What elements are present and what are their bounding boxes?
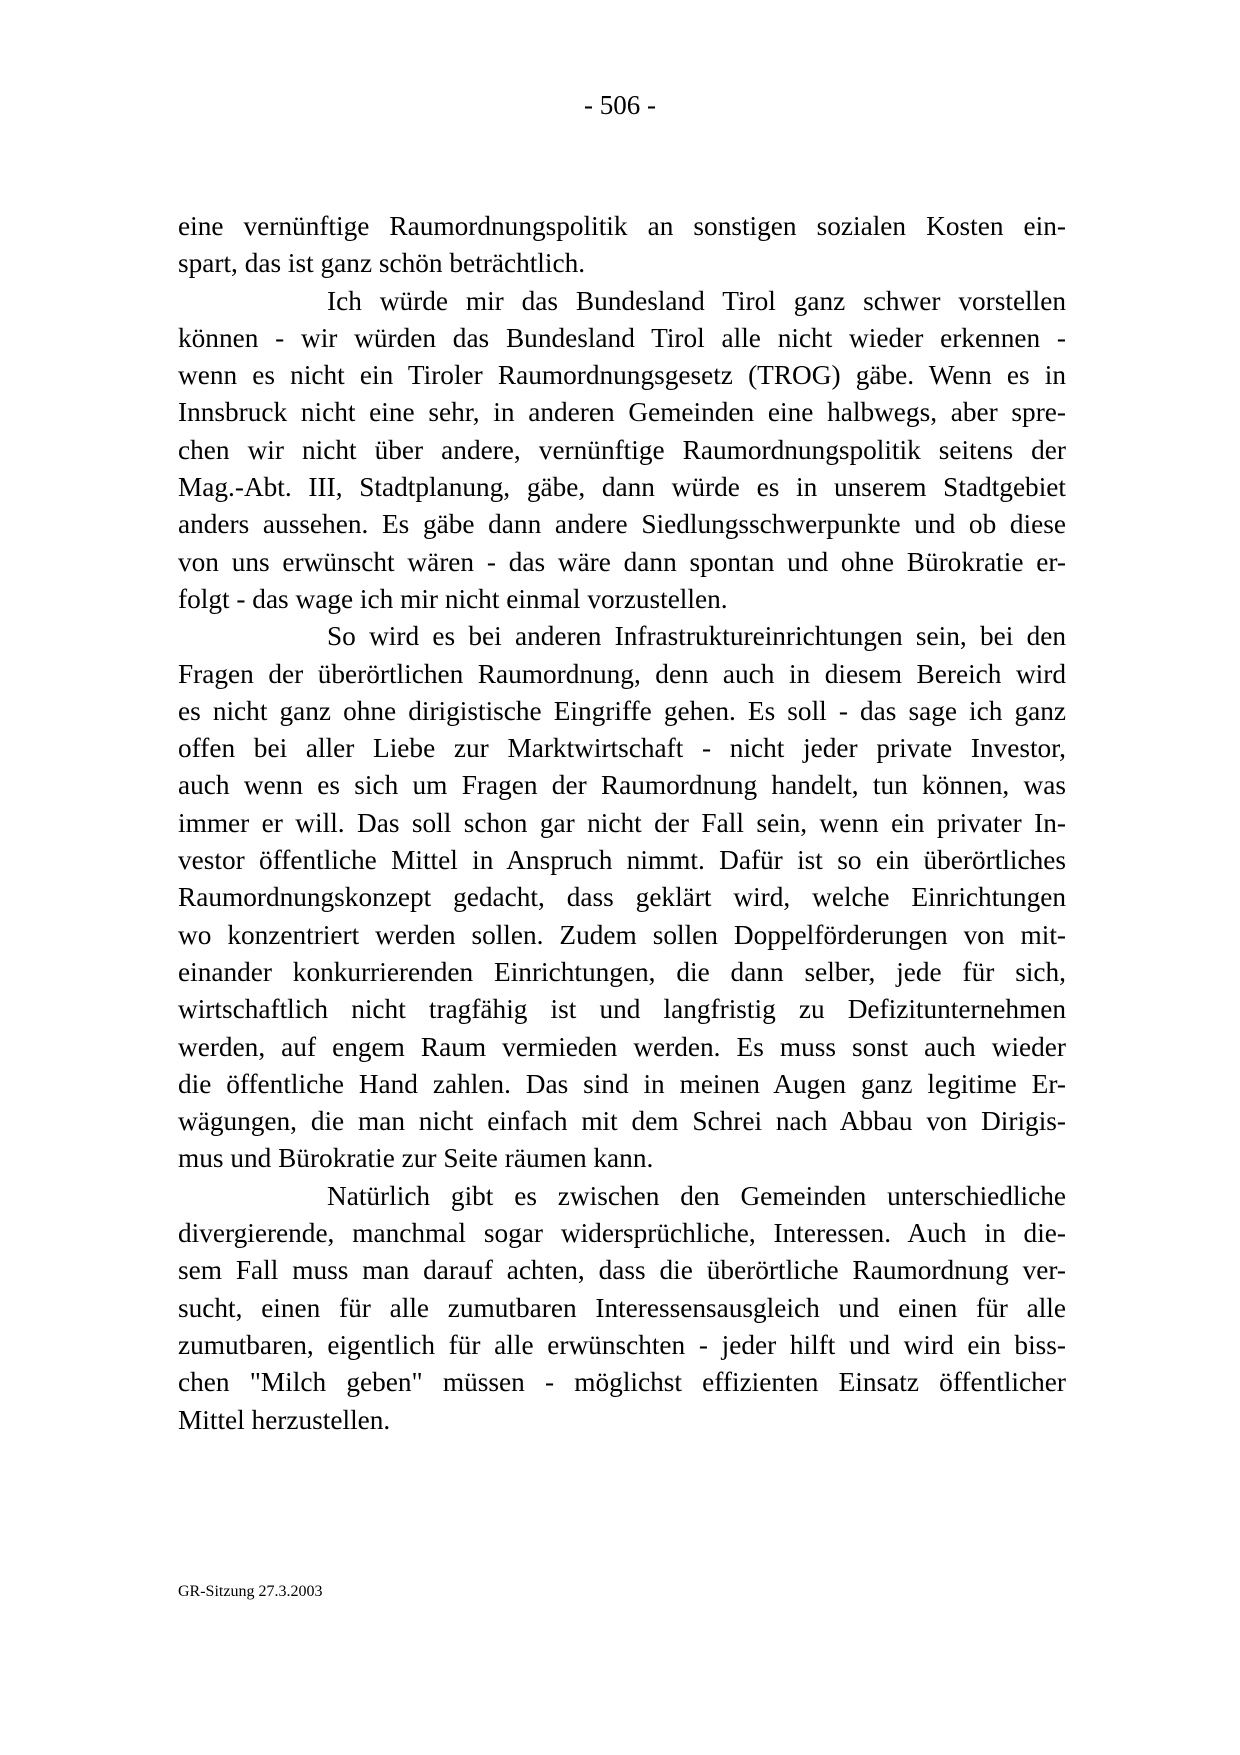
text-line: vestor öffentliche Mittel in Anspruch nimmt. Dafür ist so ein überörtliches <box>178 845 1066 876</box>
page-number: - 506 - <box>584 90 656 120</box>
text-line: Innsbruck nicht eine sehr, in anderen Gemeinden eine halbwegs, aber spre- <box>178 397 1066 428</box>
text-line: chen "Milch geben" müssen - möglichst effizienten Einsatz öffentlicher <box>178 1367 1066 1398</box>
text-line: werden, auf engem Raum vermieden werden. Es muss sonst auch wieder <box>178 1031 1066 1062</box>
text-line: wo konzentriert werden sollen. Zudem sollen Doppelförderungen von mit- <box>178 919 1066 950</box>
text-line: anders aussehen. Es gäbe dann andere Siedlungsschwerpunkte und ob diese <box>178 509 1066 540</box>
text-line: die öffentliche Hand zahlen. Das sind in meinen Augen ganz legitime Er- <box>178 1068 1066 1099</box>
text-line: spart, das ist ganz schön beträchtlich. <box>178 248 586 279</box>
paragraph <box>178 208 1066 283</box>
text-line: Mag.-Abt. III, Stadtplanung, gäbe, dann würde es in unserem Stadtgebiet <box>178 472 1066 503</box>
text-line: Mittel herzustellen. <box>178 1404 391 1435</box>
text-line: zumutbaren, eigentlich für alle erwünschten - jeder hilft und wird ein biss- <box>178 1329 1066 1360</box>
text-line: es nicht ganz ohne dirigistische Eingriffe gehen. Es soll - das sage ich ganz <box>178 695 1066 726</box>
text-line: wirtschaftlich nicht tragfähig ist und langfristig zu Defizitunternehmen <box>178 994 1066 1025</box>
text-line: So wird es bei anderen Infrastruktureinrichtungen sein, bei den <box>327 621 1066 652</box>
text-line: chen wir nicht über andere, vernünftige Raumordnungspolitik seitens der <box>178 434 1066 465</box>
text-line: Raumordnungskonzept gedacht, dass geklärt wird, welche Einrichtungen <box>178 882 1066 913</box>
text-line: sucht, einen für alle zumutbaren Interessensausgleich und einen für alle <box>178 1292 1066 1323</box>
text-line: wenn es nicht ein Tiroler Raumordnungsgesetz (TROG) gäbe. Wenn es in <box>178 360 1066 391</box>
text-line: Ich würde mir das Bundesland Tirol ganz schwer vorstellen <box>327 285 1066 316</box>
text-line: einander konkurrierenden Einrichtungen, die dann selber, jede für sich, <box>178 956 1066 987</box>
text-line: mus und Bürokratie zur Seite räumen kann. <box>178 1143 654 1174</box>
footer-session-date: GR-Sitzung 27.3.2003 <box>178 1583 323 1600</box>
text-line: können - wir würden das Bundesland Tirol alle nicht wieder erkennen - <box>178 322 1066 353</box>
text-line: immer er will. Das soll schon gar nicht der Fall sein, wenn ein privater In- <box>178 807 1066 838</box>
text-line: divergierende, manchmal sogar widersprüchliche, Interessen. Auch in die- <box>178 1218 1066 1249</box>
text-line: Natürlich gibt es zwischen den Gemeinden unterschiedliche <box>327 1180 1066 1211</box>
text-line: auch wenn es sich um Fragen der Raumordnung handelt, tun können, was <box>178 770 1066 801</box>
text-line: Fragen der überörtlichen Raumordnung, denn auch in diesem Bereich wird <box>178 658 1066 689</box>
text-line: sem Fall muss man darauf achten, dass die überörtliche Raumordnung ver- <box>178 1255 1066 1286</box>
paragraph <box>178 618 1066 1177</box>
paragraph <box>178 1178 1066 1439</box>
text-line: offen bei aller Liebe zur Marktwirtschaft - nicht jeder private Investor, <box>178 733 1066 764</box>
text-line: eine vernünftige Raumordnungspolitik an sonstigen sozialen Kosten ein- <box>178 211 1066 241</box>
text-line: von uns erwünscht wären - das wäre dann spontan und ohne Bürokratie er- <box>178 546 1066 577</box>
text-line: wägungen, die man nicht einfach mit dem Schrei nach Abbau von Dirigis- <box>178 1106 1066 1137</box>
body-text <box>178 208 1066 1439</box>
paragraph <box>178 283 1066 619</box>
text-line: folgt - das wage ich mir nicht einmal vorzustellen. <box>178 583 728 614</box>
